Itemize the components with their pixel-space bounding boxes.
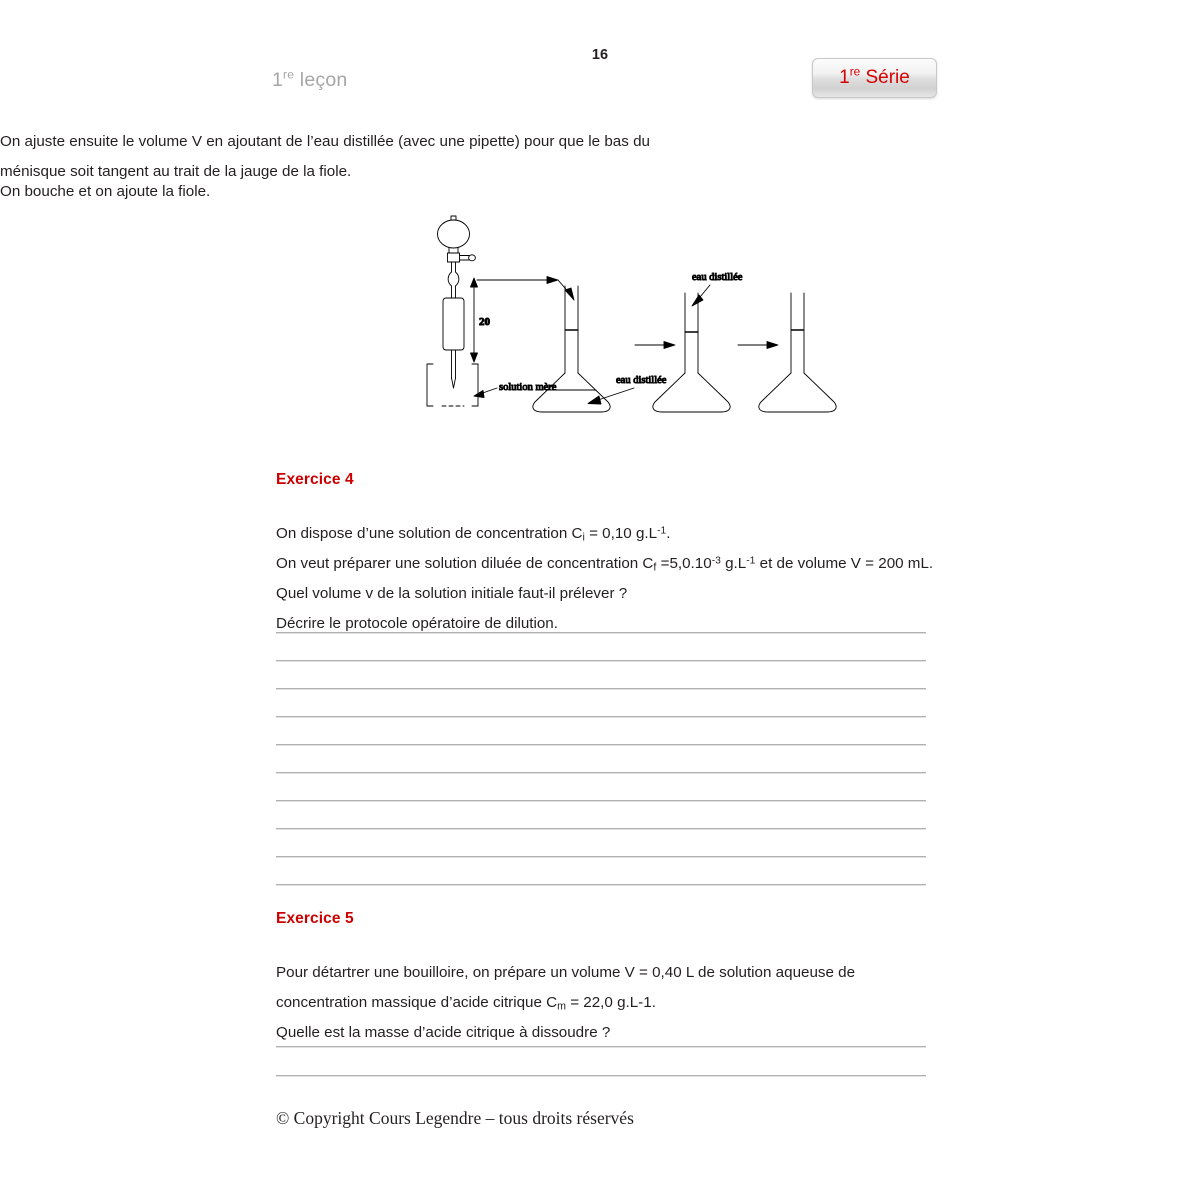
volume-dimension-indicator xyxy=(471,278,478,362)
footer-copyright: © Copyright Cours Legendre – tous droits réservés xyxy=(276,1108,634,1128)
answer-line[interactable] xyxy=(276,744,926,745)
serie-badge[interactable] xyxy=(812,58,937,98)
exercise-5-title: Exercice 5 xyxy=(276,910,354,927)
exercise-4-title: Exercice 4 xyxy=(276,471,354,488)
volumetric-flask-3 xyxy=(759,293,836,412)
answer-line[interactable] xyxy=(276,1046,926,1047)
transfer-arrow-2 xyxy=(635,342,675,349)
lesson-label xyxy=(272,69,347,92)
eau-distillee-label-top: eau distillée xyxy=(692,272,743,283)
answer-line[interactable] xyxy=(276,856,926,857)
exercise-4-line-2: On veut préparer une solution diluée de concentration $C_f =5,0.10^{-3}$ $g.L^{-1}$ et de volume V = 200 mL. xyxy=(276,555,934,574)
volumetric-flask-1 xyxy=(533,286,610,412)
solution-mere-pointer xyxy=(474,388,497,398)
answer-line[interactable] xyxy=(276,772,926,773)
exercise-4-line-4: Décrire le protocole opératoire de dilution. xyxy=(276,615,558,632)
eau-distillee-pointer-top xyxy=(692,285,710,306)
answer-line[interactable] xyxy=(276,716,926,717)
volume-mark-label: 20 xyxy=(479,316,490,328)
answer-line[interactable] xyxy=(276,828,926,829)
serie-badge-label xyxy=(839,67,910,89)
diagram-svg xyxy=(420,210,850,420)
dilution-procedure-diagram xyxy=(420,210,850,420)
answer-line[interactable] xyxy=(276,688,926,689)
exercise-5-line-2: Quelle est la masse d’acide citrique à dissoudre ? xyxy=(276,1024,611,1041)
serie-badge-text-rest: Série xyxy=(860,67,910,88)
solution-mere-label: solution mère xyxy=(499,382,557,393)
exercise-5-line-1: Pour détartrer une bouilloire, on prépare un volume V = 0,40 L de solution aqueuse de concentration massique d’acide citrique $C_m = 22,0$ g.L-1. xyxy=(276,964,856,1013)
pipette-apparatus xyxy=(438,216,476,388)
exercise-4-statement xyxy=(276,519,934,639)
answer-line[interactable] xyxy=(276,632,926,633)
exercise-5-statement xyxy=(276,958,926,1048)
serie-badge-number: 1 xyxy=(839,67,850,88)
serie-badge-ordinal-suffix: re xyxy=(849,65,861,79)
answer-line[interactable] xyxy=(276,660,926,661)
intro-paragraph-1: On ajuste ensuite le volume V en ajoutant de l’eau distillée (avec une pipette) pour que le bas du ménisque soit tangent au trait de la jauge de la fiole. xyxy=(0,133,650,180)
exercise-4-answer-lines[interactable] xyxy=(276,632,926,912)
lesson-label-number: 1 xyxy=(272,69,284,91)
transfer-arrow-1 xyxy=(477,277,574,301)
eau-distillee-label-flask1: eau distillée xyxy=(616,375,667,386)
lesson-label-ordinal-suffix: re xyxy=(283,67,295,82)
volumetric-flask-2 xyxy=(653,293,730,412)
page-number: 16 xyxy=(591,47,609,63)
transfer-arrow-3 xyxy=(738,342,778,349)
lesson-label-text: leçon xyxy=(294,69,348,91)
page-header xyxy=(0,0,1200,115)
intro-paragraph-2: On bouche et on ajoute la fiole. xyxy=(0,183,211,200)
exercise-4-line-1: On dispose d’une solution de concentration $C_i = 0,10$ $g.L^{-1}$. xyxy=(276,525,671,544)
answer-line[interactable] xyxy=(276,884,926,885)
answer-line[interactable] xyxy=(276,800,926,801)
exercise-5-answer-lines[interactable] xyxy=(276,1046,926,1104)
answer-line[interactable] xyxy=(276,1075,926,1076)
exercise-4-line-3: Quel volume v de la solution initiale faut-il prélever ? xyxy=(276,585,628,602)
